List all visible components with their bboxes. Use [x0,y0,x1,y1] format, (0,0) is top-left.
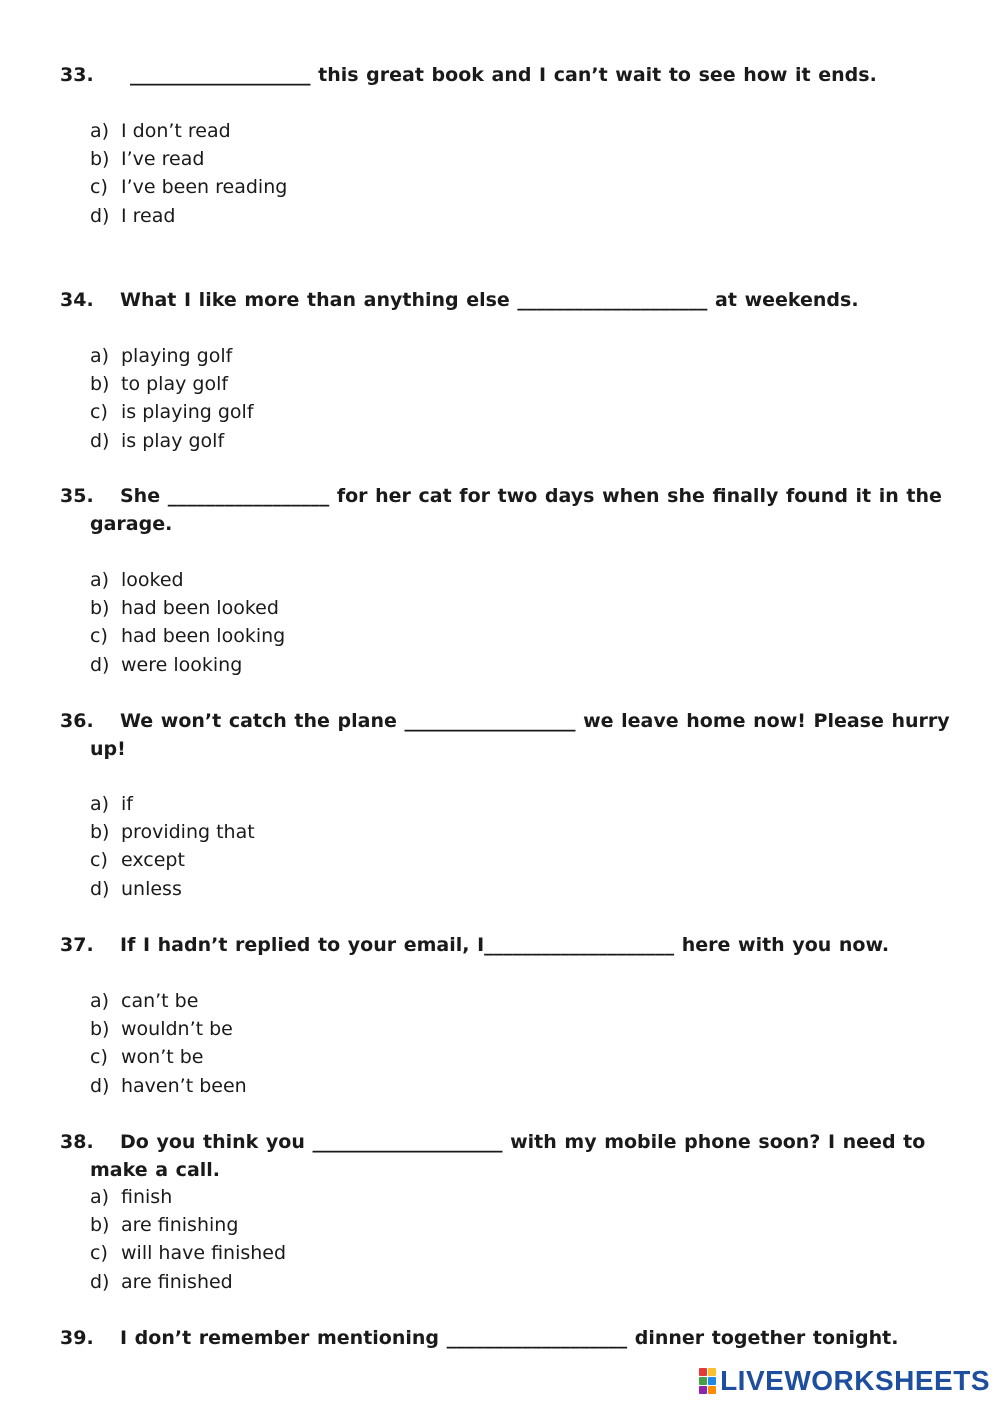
logo-mark-icon [699,1368,716,1394]
question-number: 39. [60,1327,94,1349]
option[interactable]: d) is play golf [90,429,225,452]
options-38 [90,1183,286,1296]
question-text: She _________________ for her cat for two days when she finally found it in the garage. [90,485,942,535]
option[interactable]: a) I don’t read [90,120,231,142]
option[interactable]: b) to play golf [90,373,229,396]
question-number: 37. [60,934,94,956]
question-39 [60,1324,940,1352]
question-number: 35. [60,485,94,507]
option[interactable]: b) are finishing [90,1214,239,1237]
option[interactable]: a) can’t be [90,990,199,1012]
option[interactable]: a) playing golf [90,345,233,367]
question-text: If I hadn’t replied to your email, I____________________ here with you now. [120,934,890,956]
question-text: We won’t catch the plane __________________ we leave home now! Please hurry up! [90,710,950,760]
question-number: 36. [60,710,94,732]
options-36 [90,790,255,903]
question-33 [60,61,940,89]
question-text: Do you think you ____________________ with my mobile phone soon? I need to make a call. [90,1131,926,1181]
option[interactable]: c) had been looking [90,625,286,648]
option[interactable]: c) I’ve been reading [90,176,288,199]
question-text: What I like more than anything else ____________________ at weekends. [120,289,859,311]
option[interactable]: b) providing that [90,821,255,844]
question-text: ___________________ this great book and I can’t wait to see how it ends. [130,64,877,86]
option[interactable]: c) is playing golf [90,401,254,424]
option[interactable]: d) unless [90,877,182,900]
question-number: 34. [60,289,94,311]
option[interactable]: b) I’ve read [90,148,205,171]
liveworksheets-logo[interactable] [699,1363,990,1399]
options-34 [90,342,254,455]
option[interactable]: d) I read [90,204,176,227]
option[interactable]: b) wouldn’t be [90,1018,233,1041]
options-35 [90,566,285,679]
option[interactable]: a) if [90,793,133,815]
question-37 [60,931,940,959]
option[interactable]: c) will have finished [90,1242,287,1265]
option[interactable]: a) looked [90,569,184,591]
option[interactable]: b) had been looked [90,597,279,620]
option[interactable]: d) were looking [90,653,243,676]
question-text: I don’t remember mentioning ___________________ dinner together tonight. [120,1327,899,1349]
question-number: 38. [60,1131,94,1153]
option[interactable]: a) finish [90,1186,173,1208]
option[interactable]: c) except [90,849,185,872]
option[interactable]: c) won’t be [90,1046,204,1069]
question-34 [60,286,940,314]
logo-text: LIVEWORKSHEETS [720,1365,990,1396]
option[interactable]: d) are finished [90,1270,233,1293]
option[interactable]: d) haven’t been [90,1074,247,1097]
question-number: 33. [60,64,94,86]
options-37 [90,987,247,1100]
question-38 [60,1128,970,1184]
options-33 [90,117,287,230]
question-36 [60,707,970,763]
question-35 [60,482,970,538]
